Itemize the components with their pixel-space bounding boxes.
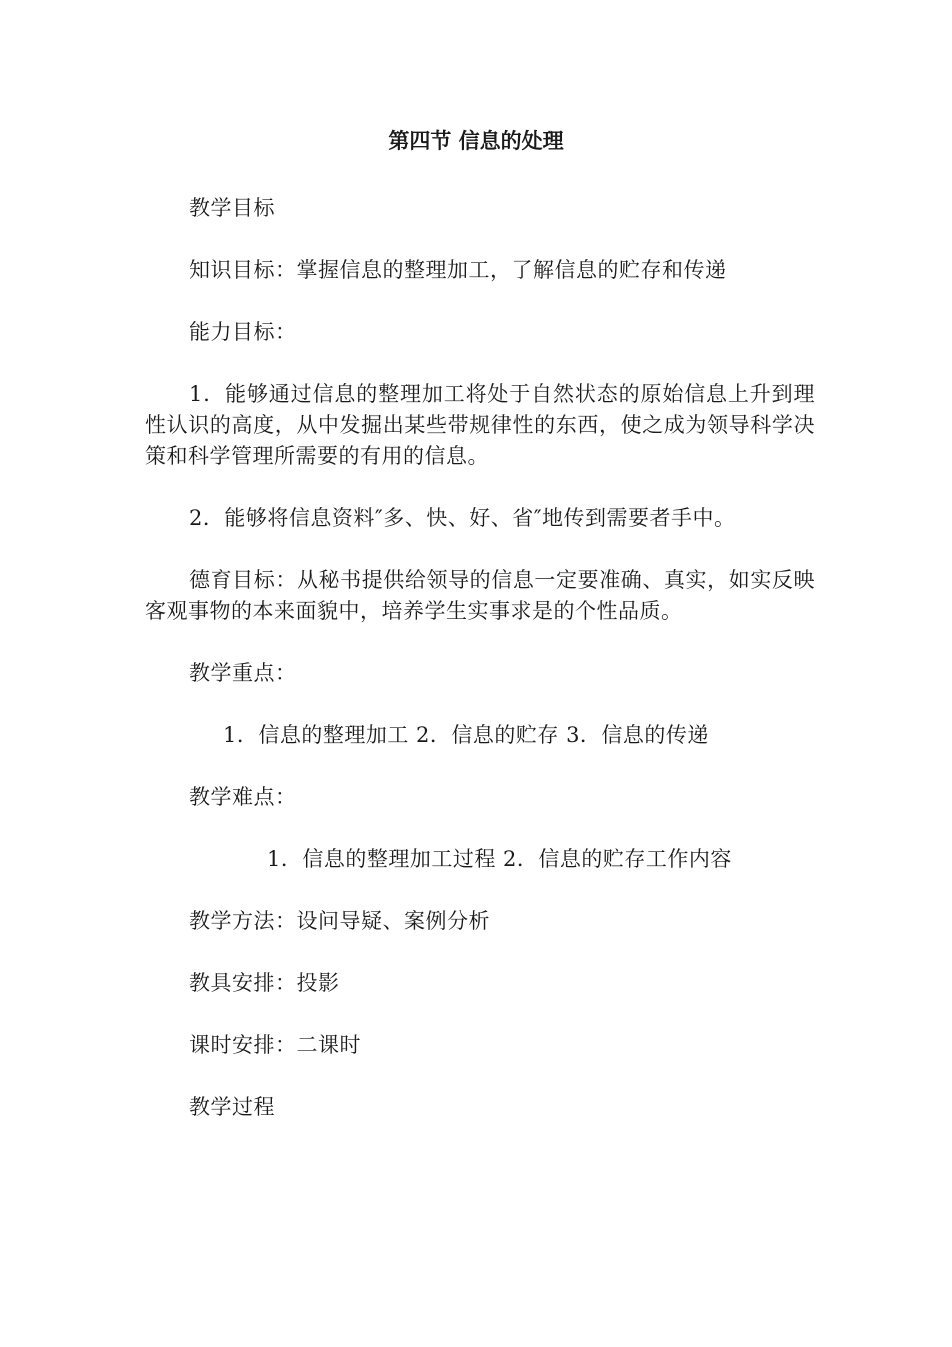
teaching-method: 教学方法：设问导疑、案例分析 <box>189 909 490 933</box>
difficult-points-list: 1．信息的整理加工过程 2．信息的贮存工作内容 <box>267 847 732 871</box>
difficult-points-heading: 教学难点： <box>189 785 297 809</box>
ability-goal-item-1: 1．能够通过信息的整理加工将处于自然状态的原始信息上升到理性认识的高度，从中发掘出某些带规律性的东西，使之成为领导科学决策和科学管理所需要的有用的信息。 <box>145 382 815 468</box>
teaching-aids: 教具安排：投影 <box>189 971 340 995</box>
section-heading-teaching-goals: 教学目标 <box>189 196 275 220</box>
document-body <box>145 193 815 1154</box>
key-points-heading: 教学重点： <box>189 661 297 685</box>
class-hours: 课时安排：二课时 <box>189 1033 361 1057</box>
ability-goal-heading: 能力目标： <box>189 320 297 344</box>
ability-goal-item-2: 2．能够将信息资料″多、快、好、省″地传到需要者手中。 <box>189 506 736 530</box>
teaching-process-heading: 教学过程 <box>189 1095 275 1119</box>
knowledge-goal: 知识目标：掌握信息的整理加工，了解信息的贮存和传递 <box>189 258 727 282</box>
moral-goal: 德育目标：从秘书提供给领导的信息一定要准确、真实，如实反映客观事物的本来面貌中，培养学生实事求是的个性品质。 <box>145 568 815 623</box>
key-points-list: 1．信息的整理加工 2．信息的贮存 3．信息的传递 <box>223 723 709 747</box>
document-title: 第四节 信息的处理 <box>388 129 564 153</box>
